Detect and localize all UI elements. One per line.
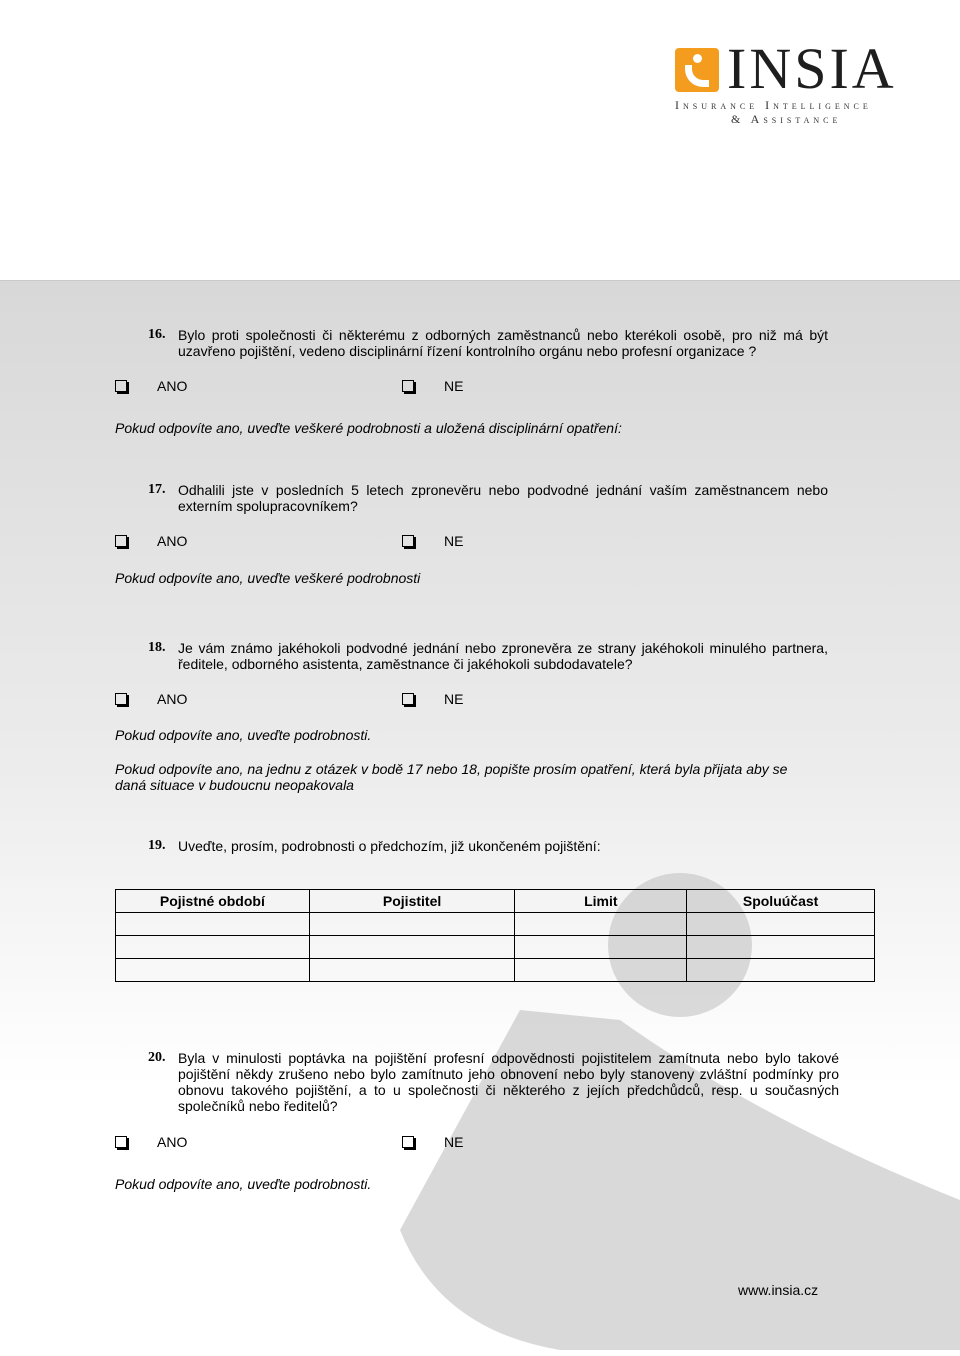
table-row: [116, 913, 875, 936]
option-label: NE: [444, 533, 464, 549]
q20-yes-option[interactable]: [115, 1134, 187, 1150]
option-label: ANO: [157, 1134, 188, 1150]
logo-brand: INSIA: [727, 36, 897, 101]
table-cell[interactable]: [116, 913, 310, 936]
logo-tagline-2: & Assistance: [731, 112, 842, 126]
question-20: [148, 1050, 839, 1114]
checkbox-icon[interactable]: [402, 535, 414, 547]
q16-note: Pokud odpovíte ano, uveďte veškeré podrobnosti a uložená disciplinární opatření:: [115, 420, 622, 436]
q20-note: Pokud odpovíte ano, uveďte podrobnosti.: [115, 1176, 372, 1192]
column-header: Pojistné období: [116, 890, 310, 913]
question-number: 19.: [148, 838, 166, 853]
insia-logo: [673, 36, 918, 128]
checkbox-icon[interactable]: [115, 380, 127, 392]
question-text: Uveďte, prosím, podrobnosti o předchozím, již ukončeném pojištění:: [178, 838, 601, 854]
question-number: 18.: [148, 640, 166, 655]
question-19: [148, 838, 828, 854]
question-text: Odhalili jste v posledních 5 letech zpronevěru nebo podvodné jednání vaším zaměstnancem nebo externím spolupracovníkem?: [178, 482, 828, 514]
q16-yes-option[interactable]: [115, 378, 187, 394]
previous-insurance-table: [115, 889, 875, 982]
q16-no-option[interactable]: [402, 378, 463, 394]
checkbox-icon[interactable]: [115, 535, 127, 547]
table-cell[interactable]: [515, 936, 687, 959]
q18-note: Pokud odpovíte ano, uveďte podrobnosti.: [115, 727, 372, 743]
question-number: 16.: [148, 327, 166, 342]
table-cell[interactable]: [116, 936, 310, 959]
column-header: Limit: [515, 890, 687, 913]
table-row: [116, 959, 875, 982]
question-18: [148, 640, 828, 672]
column-header: Spoluúčast: [687, 890, 875, 913]
question-text: Bylo proti společnosti či některému z odborných zaměstnanců nebo kterékoli osobě, pro niž má být uzavřeno pojištění, vedeno disciplinární řízení kontrolního orgánu nebo profesní organizace ?: [178, 327, 828, 359]
logo-tagline-1: Insurance Intelligence: [675, 98, 872, 112]
q18-no-option[interactable]: [402, 691, 463, 707]
q18-note-2: Pokud odpovíte ano, na jednu z otázek v bodě 17 nebo 18, popište prosím opatření, která byla přijata aby se daná situace v budoucnu neopakovala: [115, 761, 788, 793]
checkbox-icon[interactable]: [115, 693, 127, 705]
column-header: Pojistitel: [309, 890, 515, 913]
q20-no-option[interactable]: [402, 1134, 463, 1150]
option-label: ANO: [157, 533, 188, 549]
checkbox-icon[interactable]: [402, 380, 414, 392]
option-label: NE: [444, 378, 464, 394]
q17-yes-option[interactable]: [115, 533, 187, 549]
table-cell[interactable]: [515, 959, 687, 982]
checkbox-icon[interactable]: [402, 1136, 414, 1148]
question-16: [148, 327, 828, 359]
table-cell[interactable]: [309, 959, 515, 982]
checkbox-icon[interactable]: [115, 1136, 127, 1148]
table-cell[interactable]: [309, 936, 515, 959]
checkbox-icon[interactable]: [402, 693, 414, 705]
table-cell[interactable]: [116, 959, 310, 982]
table-cell[interactable]: [687, 913, 875, 936]
table-cell[interactable]: [515, 913, 687, 936]
question-text: Byla v minulosti poptávka na pojištění profesní odpovědnosti pojistitelem zamítnuta nebo bylo takové pojištění někdy zrušeno nebo bylo zamítnuto jeho obnovení nebo byly stanoveny zvláštní podmínky pro obnovu takového pojištění, a to u společnosti či některého z jejích předchůdců, resp. u současných společníků nebo ředitelů?: [178, 1050, 839, 1114]
table-cell[interactable]: [309, 913, 515, 936]
table-header-row: [116, 890, 875, 913]
question-number: 20.: [148, 1050, 166, 1065]
table-row: [116, 936, 875, 959]
table-cell[interactable]: [687, 959, 875, 982]
question-text: Je vám známo jakéhokoli podvodné jednání nebo zpronevěra ze strany jakéhokoli minulého partnera, ředitele, odborného asistenta, zaměstnance či jakéhokoli subdodavatele?: [178, 640, 828, 672]
table-cell[interactable]: [687, 936, 875, 959]
option-label: NE: [444, 1134, 464, 1150]
option-label: NE: [444, 691, 464, 707]
q18-yes-option[interactable]: [115, 691, 187, 707]
q17-no-option[interactable]: [402, 533, 463, 549]
option-label: ANO: [157, 378, 188, 394]
q17-note: Pokud odpovíte ano, uveďte veškeré podrobnosti: [115, 570, 421, 586]
question-number: 17.: [148, 482, 166, 497]
option-label: ANO: [157, 691, 188, 707]
footer-website[interactable]: www.insia.cz: [738, 1282, 819, 1298]
logo-i-icon: [675, 48, 719, 92]
question-17: [148, 482, 828, 514]
